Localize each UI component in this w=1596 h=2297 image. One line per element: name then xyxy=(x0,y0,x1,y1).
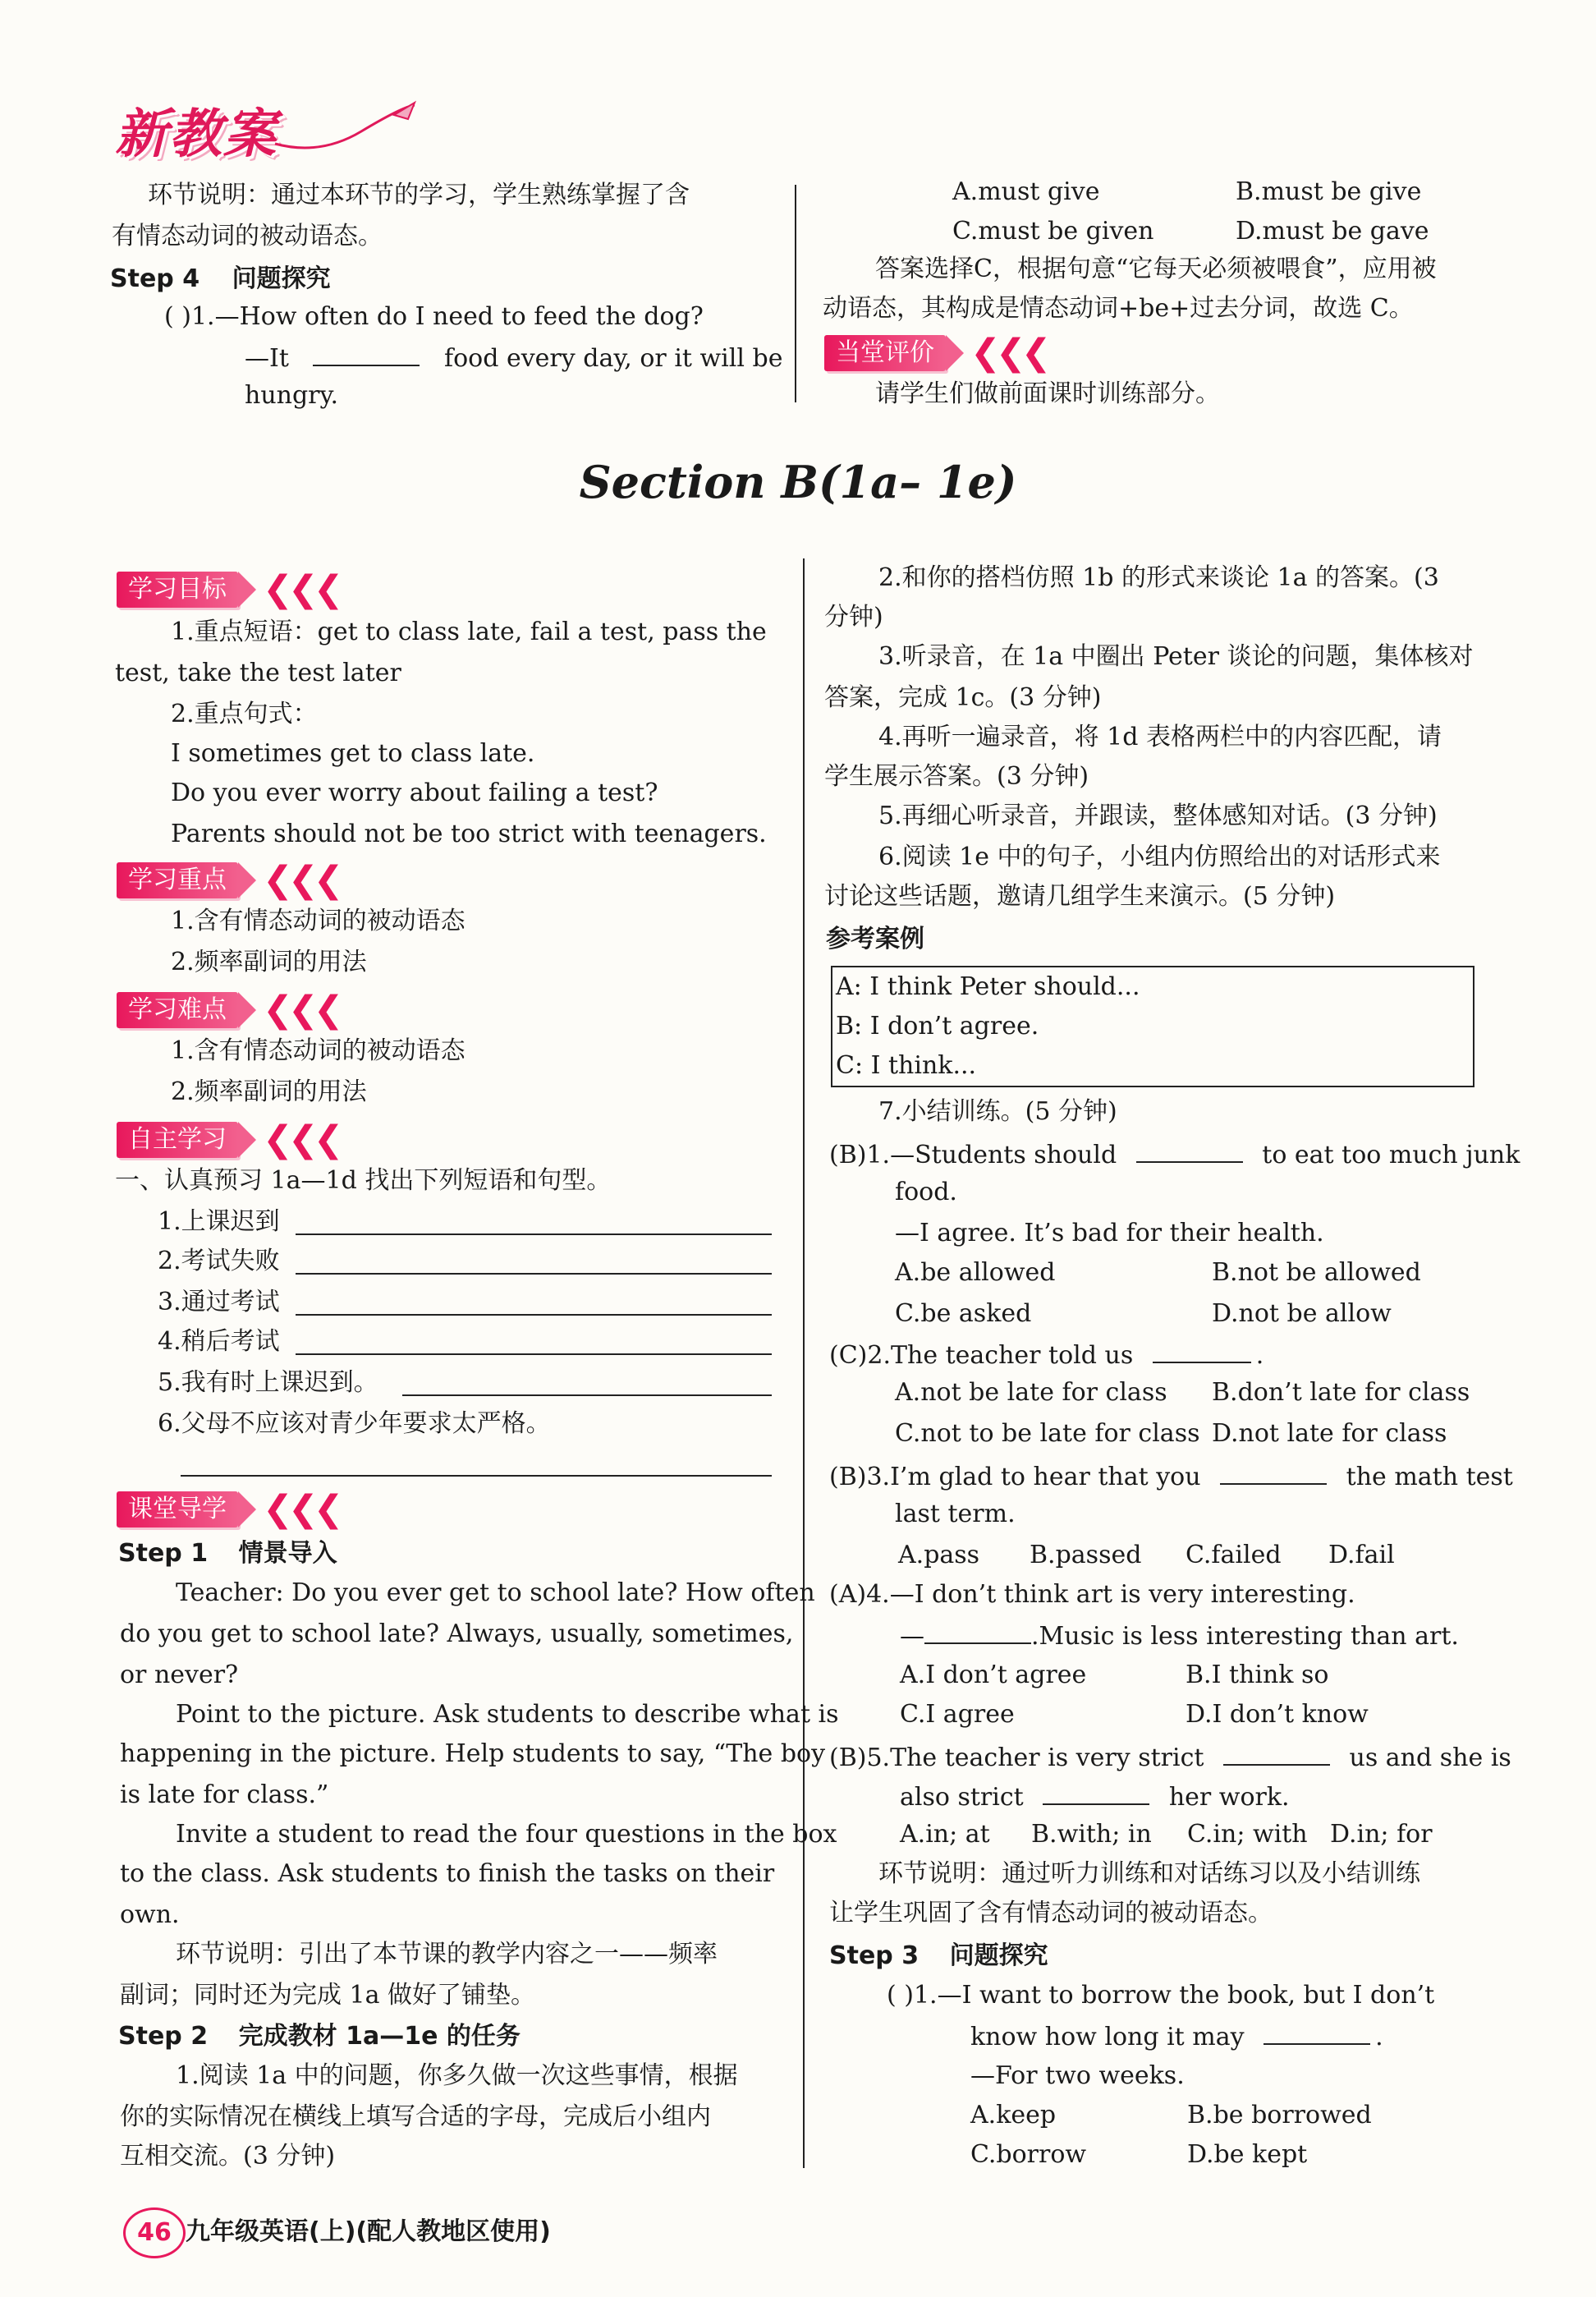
answer-line-4[interactable] xyxy=(296,1353,772,1355)
step3-opt-b: B.be borrowed xyxy=(1187,2101,1372,2129)
ex5-text: (B)5.The teacher is very strict xyxy=(829,1743,1204,1772)
ex1-opt-d: D.not be allow xyxy=(1212,1299,1392,1328)
answer-blank[interactable] xyxy=(313,340,420,366)
right-note-a: 环节说明：通过听力训练和对话练习以及小结训练 xyxy=(878,1859,1420,1888)
self-item-4: 4.稍后考试 xyxy=(158,1327,280,1356)
sentence-1: I sometimes get to class late. xyxy=(171,739,535,768)
ex3-line1 xyxy=(829,1459,1513,1494)
ex2-opt-a: A.not be late for class xyxy=(895,1378,1167,1407)
task2-b: 分钟) xyxy=(824,603,883,632)
case-title: 参考案例 xyxy=(826,925,924,953)
task4-a: 4.再听一遍录音，将 1d 表格两栏中的内容匹配，请 xyxy=(878,723,1442,751)
ex1-opt-a: A.be allowed xyxy=(895,1258,1056,1287)
chevrons-icon: ❮❮❮ xyxy=(263,989,339,1031)
self-item-5: 5.我有时上课迟到。 xyxy=(158,1368,378,1397)
goal-1b: test, take the test later xyxy=(115,659,401,687)
step3-title: 问题探究 xyxy=(949,1941,1048,1970)
step3-q1-line3: —For two weeks. xyxy=(970,2061,1185,2090)
ex1-text: (B)1.—Students should xyxy=(829,1141,1117,1169)
step1-label: Step 1 xyxy=(118,1539,209,1568)
step4-q1-line2 xyxy=(245,340,782,375)
badge-class-guide xyxy=(117,1488,339,1530)
eval-text: 请学生们做前面课时训练部分。 xyxy=(875,379,1220,408)
ex1-line2: food. xyxy=(895,1178,957,1206)
ex2-text: (C)2.The teacher told us xyxy=(829,1341,1134,1370)
task3-b: 答案，完成 1c。(3 分钟) xyxy=(824,683,1102,712)
step4-q1-line3: hungry. xyxy=(245,381,339,410)
ex5-line1 xyxy=(829,1739,1511,1775)
ex5-line2 xyxy=(900,1779,1290,1814)
para1-b: do you get to school late? Always, usually, sometimes, xyxy=(120,1619,794,1648)
step3-q1-line2 xyxy=(970,2019,1383,2054)
diff-2: 2.频率副词的用法 xyxy=(171,1077,367,1106)
step2-label: Step 2 xyxy=(118,2022,209,2051)
ex3-opt-a: A.pass xyxy=(898,1541,980,1569)
ex4-opt-d: D.I don’t know xyxy=(1186,1700,1369,1729)
ex4-opt-b: B.I think so xyxy=(1186,1661,1329,1689)
step4-title: 问题探究 xyxy=(232,264,331,293)
step3-label: Step 3 xyxy=(829,1941,920,1970)
case-line-3: C: I think... xyxy=(836,1051,977,1080)
answer-line-6[interactable] xyxy=(181,1475,772,1477)
step4-q1-line1: ( )1.—How often do I need to feed the dog? xyxy=(164,302,704,331)
key-1: 1.含有情态动词的被动语态 xyxy=(171,907,466,935)
step3-opt-d: D.be kept xyxy=(1187,2140,1308,2169)
self-item-3: 3.通过考试 xyxy=(158,1288,280,1316)
ex5-opt-d: D.in; for xyxy=(1330,1820,1433,1849)
ex1-opt-b: B.not be allowed xyxy=(1212,1258,1421,1287)
ex4-rest: .Music is less interesting than art. xyxy=(1031,1622,1459,1651)
ex5-text2: also strict xyxy=(900,1783,1024,1812)
answer-explain-2: 动语态，其构成是情态动词+be+过去分词，故选 C。 xyxy=(823,294,1414,323)
answer-blank[interactable] xyxy=(1220,1459,1327,1485)
badge-learning-goals xyxy=(117,568,339,610)
ex4-line2 xyxy=(900,1618,1459,1653)
goal-2: 2.重点句式： xyxy=(171,700,318,728)
self-item-6: 6.父母不应该对青少年要求太严格。 xyxy=(158,1409,551,1438)
task4-b: 学生展示答案。(3 分钟) xyxy=(824,762,1089,791)
answer-blank[interactable] xyxy=(924,1618,1031,1644)
ex1-line3: —I agree. It’s bad for their health. xyxy=(895,1219,1324,1247)
ex1-opt-c: C.be asked xyxy=(895,1299,1032,1328)
para3-a: Invite a student to read the four questions in the box xyxy=(176,1820,837,1849)
page-number: 46 xyxy=(123,2207,186,2258)
ex5-opt-c: C.in; with xyxy=(1187,1820,1308,1849)
badge-label: 自主学习 xyxy=(117,1122,238,1158)
para1-c: or never? xyxy=(120,1661,239,1689)
ex2-line1 xyxy=(829,1337,1264,1372)
chevrons-icon: ❮❮❮ xyxy=(263,568,339,610)
step1-title: 情景导入 xyxy=(238,1539,337,1568)
step2-title: 完成教材 1a—1e 的任务 xyxy=(238,2022,521,2051)
step3-opt-a: A.keep xyxy=(970,2101,1057,2129)
step3-q1-period: . xyxy=(1375,2023,1383,2051)
ex2-period: . xyxy=(1255,1341,1264,1370)
ex3-line2: last term. xyxy=(895,1500,1016,1528)
para2-a: Point to the picture. Ask students to describe what is xyxy=(176,1700,839,1729)
answer-line-5[interactable] xyxy=(402,1394,772,1396)
book-title: 九年级英语(上)(配人教地区使用) xyxy=(186,2217,551,2246)
answer-explain-1: 答案选择C，根据句意“它每天必须被喂食”，应用被 xyxy=(875,255,1437,283)
step3-q1-line1: ( )1.—I want to borrow the book, but I don’t xyxy=(887,1981,1435,2010)
ex3-opt-d: D.fail xyxy=(1328,1541,1395,1569)
q1-rest: food every day, or it will be xyxy=(444,344,783,373)
left-note-a: 环节说明：引出了本节课的教学内容之一——频率 xyxy=(176,1940,718,1969)
task5: 5.再细心听录音，并跟读，整体感知对话。(3 分钟) xyxy=(878,802,1438,830)
task1-a: 1.阅读 1a 中的问题，你多久做一次这些事情，根据 xyxy=(176,2061,738,2090)
sentence-2: Do you ever worry about failing a test? xyxy=(171,779,658,807)
answer-blank[interactable] xyxy=(1223,1739,1330,1766)
sentence-3: Parents should not be too strict with teenagers. xyxy=(171,820,767,848)
pen-swoosh-icon xyxy=(271,99,419,156)
step3-opt-c: C.borrow xyxy=(970,2140,1087,2169)
option-c: C.must be given xyxy=(952,217,1154,246)
goal-1a: 1.重点短语：get to class late, fail a test, pass the xyxy=(171,618,767,646)
step2-heading xyxy=(118,2020,521,2053)
ex4-opt-c: C.I agree xyxy=(900,1700,1015,1729)
ex3-opt-b: B.passed xyxy=(1030,1541,1142,1569)
brand-logo: 新教案 xyxy=(115,104,277,165)
para2-c: is late for class.” xyxy=(120,1780,329,1809)
para3-b: to the class. Ask students to finish the tasks on their xyxy=(120,1859,775,1888)
ex3-text: (B)3.I’m glad to hear that you xyxy=(829,1463,1201,1491)
badge-label: 课堂导学 xyxy=(117,1491,238,1528)
ex3-rest: the math test xyxy=(1346,1463,1513,1491)
para3-c: own. xyxy=(120,1900,180,1929)
answer-line-3[interactable] xyxy=(296,1314,772,1316)
task6-b: 讨论这些话题，邀请几组学生来演示。(5 分钟) xyxy=(824,882,1336,911)
badge-label: 当堂评价 xyxy=(824,335,946,371)
step3-q1-text: know how long it may xyxy=(970,2023,1245,2051)
answer-blank[interactable] xyxy=(1264,2019,1370,2045)
badge-label: 学习难点 xyxy=(117,992,238,1028)
badge-label: 学习重点 xyxy=(117,862,238,898)
badge-label: 学习目标 xyxy=(117,572,238,608)
task3-a: 3.听录音，在 1a 中圈出 Peter 谈论的问题，集体核对 xyxy=(878,642,1474,671)
badge-self-study xyxy=(117,1119,339,1160)
answer-blank[interactable] xyxy=(1153,1337,1251,1363)
ex5-opt-b: B.with; in xyxy=(1031,1820,1152,1849)
top-note-line1: 环节说明：通过本环节的学习，学生熟练掌握了含 xyxy=(148,181,690,209)
ex2-opt-b: B.don’t late for class xyxy=(1212,1378,1470,1407)
ex2-opt-c: C.not to be late for class xyxy=(895,1419,1200,1448)
diff-1: 1.含有情态动词的被动语态 xyxy=(171,1036,466,1065)
step3-heading xyxy=(829,1940,1048,1973)
option-d: D.must be gave xyxy=(1236,217,1429,246)
step1-heading xyxy=(118,1537,337,1570)
task7: 7.小结训练。(5 分钟) xyxy=(878,1097,1117,1126)
task6-a: 6.阅读 1e 中的句子，小组内仿照给出的对话形式来 xyxy=(878,843,1441,871)
key-2: 2.频率副词的用法 xyxy=(171,948,367,976)
self-item-1: 1.上课迟到 xyxy=(158,1207,280,1236)
case-line-1: A: I think Peter should... xyxy=(836,972,1140,1001)
answer-line-2[interactable] xyxy=(296,1273,772,1275)
main-column-divider xyxy=(803,558,805,2168)
task1-c: 互相交流。(3 分钟) xyxy=(120,2142,336,2171)
para2-b: happening in the picture. Help students to say, “The boy xyxy=(120,1739,826,1768)
task1-b: 你的实际情况在横线上填写合适的字母，完成后小组内 xyxy=(120,2102,711,2131)
ex4-line1: (A)4.—I don’t think art is very interesting. xyxy=(829,1580,1355,1609)
para1-a: Teacher: Do you ever get to school late? How often xyxy=(176,1578,815,1607)
badge-class-eval xyxy=(824,332,1047,374)
top-note-line2: 有情态动词的被动语态。 xyxy=(112,222,383,250)
ex4-opt-a: A.I don’t agree xyxy=(900,1661,1087,1689)
ex1-rest: to eat too much junk xyxy=(1262,1141,1520,1169)
step4-heading xyxy=(110,263,331,296)
option-b: B.must be give xyxy=(1236,177,1422,206)
ex4-dash: — xyxy=(900,1622,924,1651)
step4-label: Step 4 xyxy=(110,264,200,293)
top-column-divider xyxy=(795,185,796,402)
self-item-2: 2.考试失败 xyxy=(158,1247,280,1275)
chevrons-icon: ❮❮❮ xyxy=(970,332,1047,374)
ex5-opt-a: A.in; at xyxy=(900,1820,990,1849)
option-a: A.must give xyxy=(952,177,1100,206)
task2-a: 2.和你的搭档仿照 1b 的形式来谈论 1a 的答案。(3 xyxy=(878,563,1439,592)
ex5-rest: us and she is xyxy=(1349,1743,1511,1772)
self-intro: 一、认真预习 1a—1d 找出下列短语和句型。 xyxy=(115,1166,612,1195)
right-note-b: 让学生巩固了含有情态动词的被动语态。 xyxy=(829,1899,1273,1927)
chevrons-icon: ❮❮❮ xyxy=(263,859,339,901)
case-line-2: B: I don’t agree. xyxy=(836,1012,1039,1041)
chevrons-icon: ❮❮❮ xyxy=(263,1488,339,1530)
ex1-line1 xyxy=(829,1137,1520,1172)
badge-key-points xyxy=(117,859,339,901)
ex5-rest2: her work. xyxy=(1168,1783,1290,1812)
section-title: Section B(1a– 1e) xyxy=(579,456,1017,508)
answer-blank[interactable] xyxy=(1136,1137,1243,1163)
answer-blank[interactable] xyxy=(1043,1779,1149,1805)
q1-it: —It xyxy=(245,344,289,373)
badge-difficult-points xyxy=(117,989,339,1031)
ex3-opt-c: C.failed xyxy=(1186,1541,1282,1569)
ex2-opt-d: D.not late for class xyxy=(1212,1419,1447,1448)
answer-line-1[interactable] xyxy=(296,1233,772,1235)
chevrons-icon: ❮❮❮ xyxy=(263,1119,339,1160)
left-note-b: 副词；同时还为完成 1a 做好了铺垫。 xyxy=(120,1981,536,2010)
